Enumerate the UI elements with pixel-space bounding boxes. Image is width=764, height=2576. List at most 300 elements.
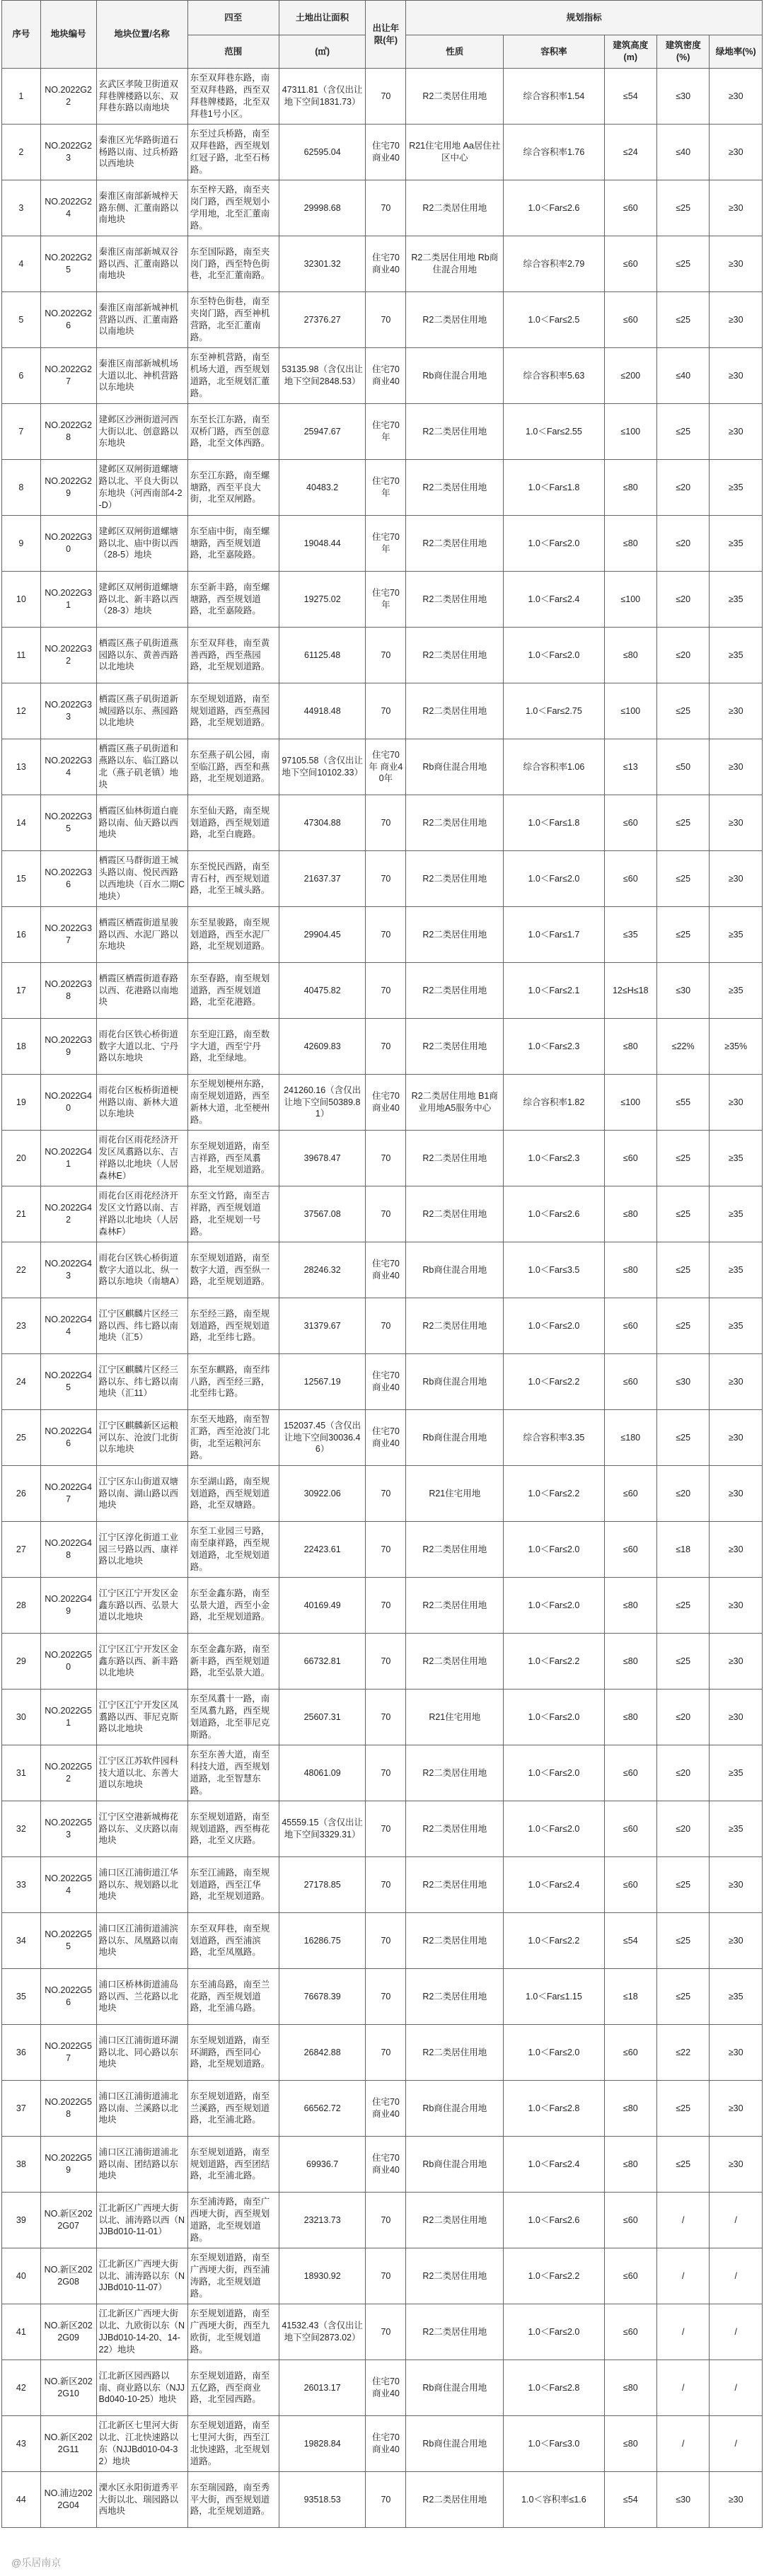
header-far: 容积率 xyxy=(504,35,604,69)
header-seq: 序号 xyxy=(2,1,41,69)
cell-density: ≤55 xyxy=(656,1075,709,1131)
cell-seq: 15 xyxy=(2,851,41,907)
cell-bounds: 东至瑞园路，南至秀平大街，西至规划道路，北至规划道路。 xyxy=(187,2472,279,2528)
cell-density: / xyxy=(656,2248,709,2304)
table-row xyxy=(2,907,763,963)
cell-far: 综合容积率1.54 xyxy=(504,69,604,125)
cell-term: 70 xyxy=(366,1801,406,1857)
cell-term: 70 xyxy=(366,1690,406,1745)
cell-bounds: 东至规划道路，南至规划道路，西至团结路，北至浦北路。 xyxy=(187,2137,279,2193)
cell-bounds: 东至神机营路，南至机场大道，西至规划道路，北至规划汇董路。 xyxy=(187,348,279,404)
cell-height: ≤60 xyxy=(604,2193,656,2248)
cell-location: 江宁区东山街道双塘路以南、湖山路以西地块 xyxy=(96,1466,187,1522)
cell-use: Rb商住混合用地 xyxy=(406,2416,504,2472)
table-row xyxy=(2,1913,763,1969)
cell-bounds: 东至规划道路，南至七里河大街，西至江北快速路，北至规划道路。 xyxy=(187,2416,279,2472)
cell-green: ≥30 xyxy=(710,1466,763,1522)
header-plot-no: 地块编号 xyxy=(40,1,96,69)
cell-far: 综合容积率2.79 xyxy=(504,236,604,292)
cell-location: 江北新区七里河大街以北、江北快速路以东（NJJBd010-04-32）地块 xyxy=(96,2416,187,2472)
cell-density: ≤25 xyxy=(656,1578,709,1634)
cell-seq: 6 xyxy=(2,348,41,404)
cell-plot-no: NO.2022G35 xyxy=(40,795,96,851)
cell-plot-no: NO.2022G25 xyxy=(40,236,96,292)
cell-term: 70 xyxy=(366,180,406,236)
cell-term: 70 xyxy=(366,1745,406,1801)
cell-far: 1.0＜Far≤3.0 xyxy=(504,2416,604,2472)
cell-height: ≤200 xyxy=(604,348,656,404)
cell-green: ≥30 xyxy=(710,851,763,907)
cell-area: 16286.75 xyxy=(279,1913,366,1969)
cell-area: 32301.32 xyxy=(279,236,366,292)
cell-area: 44918.48 xyxy=(279,683,366,739)
cell-bounds: 东至过兵桥路，南至双拜巷路，西至规划红冠子路，北至石杨路。 xyxy=(187,125,279,180)
cell-term: 住宅70 商业40 xyxy=(366,1242,406,1298)
cell-location: 栖霞区栖霞街道星骏路以西、水泥厂路以东地块 xyxy=(96,907,187,963)
cell-density: ≤20 xyxy=(656,1466,709,1522)
cell-use: R2二类居住用地 xyxy=(406,460,504,516)
cell-density: / xyxy=(656,2193,709,2248)
header-area xyxy=(279,1,366,35)
cell-green: ≥30 xyxy=(710,69,763,125)
cell-area: 30922.06 xyxy=(279,1466,366,1522)
table-row xyxy=(2,1298,763,1354)
cell-bounds: 东至浦岛路，南至兰花路，西至规划道路，北至浦乌路。 xyxy=(187,1969,279,2025)
cell-use: R2二类居住用地 xyxy=(406,69,504,125)
cell-far: 1.0＜Far≤2.0 xyxy=(504,1522,604,1578)
cell-seq: 13 xyxy=(2,739,41,795)
cell-location: 雨花台区板桥街道梗州路以南、新林大道以东地块 xyxy=(96,1075,187,1131)
cell-height: ≤80 xyxy=(604,1578,656,1634)
cell-location: 浦口区江浦街道浦滨路以东、凤凰路以南地块 xyxy=(96,1913,187,1969)
cell-area: 42609.83 xyxy=(279,1019,366,1075)
cell-far: 1.0＜Far≤2.0 xyxy=(504,2304,604,2360)
cell-height: ≤80 xyxy=(604,2137,656,2193)
cell-plot-no: NO.2022G34 xyxy=(40,739,96,795)
cell-area: 37567.08 xyxy=(279,1186,366,1242)
cell-bounds: 东至春路，南至规划道路，西至规划道路，北至花港路。 xyxy=(187,963,279,1019)
table-row xyxy=(2,236,763,292)
cell-green: ≥35% xyxy=(710,1019,763,1075)
cell-location: 秦淮区南部新城梓天路东侧、汇董南路以南地块 xyxy=(96,180,187,236)
cell-location: 浦口区江浦街道浦北路以南、团结路以东地块 xyxy=(96,2137,187,2193)
cell-area: 27376.27 xyxy=(279,292,366,348)
table-row xyxy=(2,1857,763,1913)
cell-location: 玄武区孝陵卫街道双拜巷牌楼路以东、双拜巷东路以南地块 xyxy=(96,69,187,125)
cell-bounds: 东至长江东路，南至双桥门路，西至创意路，北至文体西路。 xyxy=(187,404,279,460)
header-bounds-group: 四至 xyxy=(187,1,279,35)
cell-seq: 3 xyxy=(2,180,41,236)
header-term: 出让年限(年) xyxy=(366,1,406,69)
cell-location: 溧水区永阳街道秀平大街以北、瑞园路以西地块 xyxy=(96,2472,187,2528)
cell-plot-no: NO.2022G32 xyxy=(40,628,96,683)
cell-seq: 21 xyxy=(2,1186,41,1242)
cell-use: Rb商住混合用地 xyxy=(406,348,504,404)
cell-use: R2二类居住用地 Rb商住混合用地 xyxy=(406,236,504,292)
header-bounds: 范围 xyxy=(187,35,279,69)
cell-use: R2二类居住用地 xyxy=(406,1019,504,1075)
cell-location: 栖霞区仙林街道白鹿路以南、仙天路以西地块 xyxy=(96,795,187,851)
cell-seq: 42 xyxy=(2,2360,41,2416)
cell-bounds: 东至特色街巷，南至夹岗门路，西至神机营路，北至汇董南路。 xyxy=(187,292,279,348)
cell-far: 1.0＜Far≤2.2 xyxy=(504,1354,604,1410)
cell-height: ≤80 xyxy=(604,2081,656,2137)
cell-density: ≤20 xyxy=(656,1690,709,1745)
cell-location: 秦淮区南部新城神机营路以西、汇董南路以南地块 xyxy=(96,292,187,348)
cell-bounds: 东至江东路，南至螺塘路，西至平良大街，北至双闸路。 xyxy=(187,460,279,516)
cell-height: ≤60 xyxy=(604,1745,656,1801)
table-row xyxy=(2,963,763,1019)
cell-height: ≤60 xyxy=(604,2304,656,2360)
cell-bounds: 东至规划道路，南至规划道路，西至梅花路，北至义庆路。 xyxy=(187,1801,279,1857)
cell-far: 综合容积率1.82 xyxy=(504,1075,604,1131)
cell-height: ≤100 xyxy=(604,683,656,739)
cell-location: 江宁区江宁开发区凤翥路以西、菲尼克斯路以北地块 xyxy=(96,1690,187,1745)
cell-plot-no: NO.2022G40 xyxy=(40,1075,96,1131)
cell-far: 1.0＜容积率≤1.6 xyxy=(504,2472,604,2528)
cell-bounds: 东至国际路，南至夹岗门路，西至特色街巷，北至汇董南路。 xyxy=(187,236,279,292)
cell-area: 18930.92 xyxy=(279,2248,366,2304)
cell-plot-no: NO.2022G24 xyxy=(40,180,96,236)
header-use: 性质 xyxy=(406,35,504,69)
cell-green: ≥35 xyxy=(710,907,763,963)
table-row xyxy=(2,2193,763,2248)
cell-green: ≥30 xyxy=(710,683,763,739)
cell-height: ≤80 xyxy=(604,1634,656,1690)
cell-use: Rb商住混合用地 xyxy=(406,1410,504,1466)
cell-use: R2二类居住用地 xyxy=(406,404,504,460)
cell-bounds: 东至规划梗州东路，南至规划道路，西至新林大道，北至梗州路。 xyxy=(187,1075,279,1131)
cell-term: 70 xyxy=(366,1578,406,1634)
cell-location: 江宁区淳化街道工业园三号路以西、康祥路以北地块 xyxy=(96,1522,187,1578)
cell-height: ≤18 xyxy=(604,1969,656,2025)
table-row xyxy=(2,851,763,907)
cell-location: 江宁区麒麟新区运粮河以东、沧波门北街以东地块 xyxy=(96,1410,187,1466)
cell-bounds: 东至庙中街，南至螺塘路，西至规划道路，北至嘉陵路。 xyxy=(187,516,279,572)
cell-seq: 16 xyxy=(2,907,41,963)
cell-green: ≥30 xyxy=(710,348,763,404)
table-row xyxy=(2,348,763,404)
cell-seq: 32 xyxy=(2,1801,41,1857)
cell-term: 70 xyxy=(366,1131,406,1186)
cell-density: ≤40 xyxy=(656,125,709,180)
cell-plot-no: NO.2022G47 xyxy=(40,1466,96,1522)
cell-use: R2二类居住用地 xyxy=(406,572,504,628)
cell-green: ≥30 xyxy=(710,1410,763,1466)
cell-location: 江宁区空港新城梅花路以东、义庆路以南地块 xyxy=(96,1801,187,1857)
cell-height: ≤60 xyxy=(604,1857,656,1913)
cell-use: R2二类居住用地 xyxy=(406,516,504,572)
cell-area: 40483.2 xyxy=(279,460,366,516)
cell-use: R2二类居住用地 B1商业用地A5服务中心 xyxy=(406,1075,504,1131)
cell-height: ≤24 xyxy=(604,125,656,180)
cell-density: ≤25 xyxy=(656,1298,709,1354)
cell-plot-no: NO.2022G51 xyxy=(40,1690,96,1745)
cell-area: 19275.02 xyxy=(279,572,366,628)
table-row xyxy=(2,1354,763,1410)
cell-area: 25947.67 xyxy=(279,404,366,460)
cell-area: 41532.43（含仅出让地下空间2873.02） xyxy=(279,2304,366,2360)
cell-green: ≥35 xyxy=(710,963,763,1019)
cell-green: ≥30 xyxy=(710,1522,763,1578)
watermark: @乐居南京 xyxy=(11,2557,62,2568)
cell-area: 76678.39 xyxy=(279,1969,366,2025)
cell-area: 23213.73 xyxy=(279,2193,366,2248)
cell-seq: 4 xyxy=(2,236,41,292)
cell-area: 12567.19 xyxy=(279,1354,366,1410)
cell-green: ≥35 xyxy=(710,1131,763,1186)
cell-bounds: 东至梓天路，南至夹岗门路，西至规划小学用地，北至汇董南路。 xyxy=(187,180,279,236)
cell-height: ≤60 xyxy=(604,851,656,907)
cell-area: 40169.49 xyxy=(279,1578,366,1634)
cell-use: R2二类居住用地 xyxy=(406,1186,504,1242)
cell-height: ≤80 xyxy=(604,1019,656,1075)
cell-green: / xyxy=(710,2193,763,2248)
cell-term: 70 xyxy=(366,1913,406,1969)
cell-term: 70 xyxy=(366,1522,406,1578)
cell-plot-no: NO.2022G41 xyxy=(40,1131,96,1186)
cell-seq: 18 xyxy=(2,1019,41,1075)
header-height: 建筑高度(m) xyxy=(604,35,656,69)
cell-area: 152037.45（含仅出让地下空间30036.46） xyxy=(279,1410,366,1466)
table-row xyxy=(2,1466,763,1522)
cell-seq: 26 xyxy=(2,1466,41,1522)
cell-bounds: 东至金鑫东路，南至弘景大道，西至小金路，北至规划道路。 xyxy=(187,1578,279,1634)
cell-term: 70 xyxy=(366,2193,406,2248)
cell-seq: 1 xyxy=(2,69,41,125)
table-row xyxy=(2,404,763,460)
cell-term: 70 xyxy=(366,1466,406,1522)
cell-green: ≥35 xyxy=(710,572,763,628)
cell-seq: 8 xyxy=(2,460,41,516)
cell-density: ≤25 xyxy=(656,2081,709,2137)
cell-height: ≤100 xyxy=(604,572,656,628)
cell-use: R2二类居住用地 xyxy=(406,2193,504,2248)
cell-use: Rb商住混合用地 xyxy=(406,2360,504,2416)
cell-seq: 33 xyxy=(2,1857,41,1913)
cell-term: 住宅70 商业40 xyxy=(366,1354,406,1410)
cell-seq: 44 xyxy=(2,2472,41,2528)
cell-area: 28246.32 xyxy=(279,1242,366,1298)
cell-bounds: 东至双拜巷，南至规划道路，西至浦滨路，北至凤凰路。 xyxy=(187,1913,279,1969)
cell-green: ≥30 xyxy=(710,180,763,236)
cell-far: 1.0＜Far≤3.5 xyxy=(504,1242,604,1298)
cell-far: 1.0＜Far≤1.7 xyxy=(504,907,604,963)
cell-use: R2二类居住用地 xyxy=(406,1131,504,1186)
cell-location: 建邺区沙洲街道河西大街以北、创意路以东地块 xyxy=(96,404,187,460)
cell-bounds: 东至迎江路，南至数字大道，西至宁丹路，北至绿地。 xyxy=(187,1019,279,1075)
cell-height: ≤54 xyxy=(604,2472,656,2528)
cell-seq: 41 xyxy=(2,2304,41,2360)
cell-plot-no: NO.2022G49 xyxy=(40,1578,96,1634)
cell-seq: 20 xyxy=(2,1131,41,1186)
cell-location: 栖霞区燕子矶街道燕园路以东、黄善西路以北地块 xyxy=(96,628,187,683)
cell-far: 1.0＜Far≤2.75 xyxy=(504,683,604,739)
cell-height: ≤80 xyxy=(604,2360,656,2416)
cell-height: ≤60 xyxy=(604,180,656,236)
cell-bounds: 东至凤翥十一路，南至凤翥九路，西至规划道路，北至菲尼克斯路。 xyxy=(187,1690,279,1745)
cell-use: R2二类居住用地 xyxy=(406,683,504,739)
cell-plot-no: NO.2022G23 xyxy=(40,125,96,180)
cell-area: 39678.47 xyxy=(279,1131,366,1186)
cell-green: / xyxy=(710,2248,763,2304)
cell-use: Rb商住混合用地 xyxy=(406,1354,504,1410)
cell-height: ≤60 xyxy=(604,1354,656,1410)
cell-green: ≥35 xyxy=(710,628,763,683)
cell-seq: 24 xyxy=(2,1354,41,1410)
cell-term: 70 xyxy=(366,69,406,125)
table-row xyxy=(2,2416,763,2472)
cell-far: 1.0＜Far≤2.2 xyxy=(504,1913,604,1969)
cell-seq: 2 xyxy=(2,125,41,180)
cell-height: ≤54 xyxy=(604,69,656,125)
cell-far: 1.0＜Far≤2.0 xyxy=(504,1745,604,1801)
cell-green: ≥35 xyxy=(710,1745,763,1801)
table-row xyxy=(2,1186,763,1242)
cell-green: ≥30 xyxy=(710,2025,763,2081)
cell-far: 1.0＜Far≤2.0 xyxy=(504,1801,604,1857)
cell-term: 70 xyxy=(366,851,406,907)
cell-plot-no: NO.2022G37 xyxy=(40,907,96,963)
cell-height: ≤80 xyxy=(604,460,656,516)
cell-height: ≤60 xyxy=(604,1522,656,1578)
cell-green: ≥30 xyxy=(710,1075,763,1131)
cell-seq: 36 xyxy=(2,2025,41,2081)
cell-far: 综合容积率1.06 xyxy=(504,739,604,795)
cell-use: R2二类居住用地 xyxy=(406,963,504,1019)
cell-far: 1.0＜Far≤2.6 xyxy=(504,2193,604,2248)
cell-far: 1.0＜Far≤2.0 xyxy=(504,851,604,907)
cell-use: R2二类居住用地 xyxy=(406,2025,504,2081)
cell-term: 70 xyxy=(366,2248,406,2304)
cell-density: ≤20 xyxy=(656,628,709,683)
cell-seq: 39 xyxy=(2,2193,41,2248)
cell-green: ≥30 xyxy=(710,795,763,851)
header-area-label: 土地出让面积 xyxy=(296,12,349,23)
cell-green: ≥30 xyxy=(710,236,763,292)
cell-density: ≤30 xyxy=(656,963,709,1019)
cell-density: ≤25 xyxy=(656,1913,709,1969)
cell-term: 住宅70 商业40 xyxy=(366,2360,406,2416)
cell-use: R2二类居住用地 xyxy=(406,1522,504,1578)
cell-density: ≤25 xyxy=(656,1131,709,1186)
cell-bounds: 东至东麒路，南至纬八路，西至经三路，北至纬七路。 xyxy=(187,1354,279,1410)
cell-seq: 9 xyxy=(2,516,41,572)
cell-density: / xyxy=(656,2304,709,2360)
cell-plot-no: NO.2022G31 xyxy=(40,572,96,628)
cell-area: 93518.53 xyxy=(279,2472,366,2528)
header-plan-group: 规划指标 xyxy=(406,1,763,35)
table-row xyxy=(2,2248,763,2304)
cell-far: 1.0＜Far≤2.0 xyxy=(504,628,604,683)
cell-far: 1.0＜Far≤2.6 xyxy=(504,1186,604,1242)
cell-density: ≤25 xyxy=(656,1186,709,1242)
cell-far: 1.0＜Far≤2.0 xyxy=(504,1578,604,1634)
cell-bounds: 东至规划道路，南至广西埂大街，西至九欧街，北至规划道路。 xyxy=(187,2304,279,2360)
table-row xyxy=(2,2360,763,2416)
cell-density: ≤40 xyxy=(656,348,709,404)
cell-use: R2二类居住用地 xyxy=(406,2248,504,2304)
cell-green: ≥30 xyxy=(710,1690,763,1745)
cell-area: 26842.88 xyxy=(279,2025,366,2081)
cell-far: 1.0＜Far≤2.55 xyxy=(504,404,604,460)
cell-location: 浦口区江浦街道江华路以东、规划路以北地块 xyxy=(96,1857,187,1913)
table-row xyxy=(2,1578,763,1634)
cell-seq: 12 xyxy=(2,683,41,739)
cell-height: ≤80 xyxy=(604,1186,656,1242)
cell-seq: 31 xyxy=(2,1745,41,1801)
cell-bounds: 东至浦涛路，南至广西埂大街，西至规划道路，北至规划道路。 xyxy=(187,2193,279,2248)
cell-height: ≤60 xyxy=(604,236,656,292)
cell-green: / xyxy=(710,2304,763,2360)
cell-density: ≤30 xyxy=(656,69,709,125)
cell-plot-no: NO.2022G43 xyxy=(40,1242,96,1298)
cell-use: R2二类居住用地 xyxy=(406,628,504,683)
cell-height: ≤60 xyxy=(604,795,656,851)
cell-bounds: 东至燕子矶公园，南至临江路，西至和燕路，北至规划道路。 xyxy=(187,739,279,795)
cell-plot-no: NO.2022G53 xyxy=(40,1801,96,1857)
cell-bounds: 东至规划道路，南至吉祥路，西至凤翥路，北至规划道路。 xyxy=(187,1131,279,1186)
cell-far: 综合容积率3.35 xyxy=(504,1410,604,1466)
cell-area: 69936.7 xyxy=(279,2137,366,2193)
cell-use: R2二类居住用地 xyxy=(406,1578,504,1634)
cell-term: 住宅70 商业40 xyxy=(366,1075,406,1131)
table-body xyxy=(2,69,763,2528)
table-row xyxy=(2,1745,763,1801)
cell-far: 1.0＜Far≤1.8 xyxy=(504,795,604,851)
cell-bounds: 东至规划道路，南至环湖路，西至同心路，北至规划道路。 xyxy=(187,2025,279,2081)
cell-plot-no: NO.2022G52 xyxy=(40,1745,96,1801)
cell-far: 1.0＜Far≤2.0 xyxy=(504,1298,604,1354)
cell-far: 1.0＜Far≤2.2 xyxy=(504,1634,604,1690)
cell-term: 70 xyxy=(366,2472,406,2528)
cell-far: 综合容积率5.63 xyxy=(504,348,604,404)
cell-green: ≥30 xyxy=(710,1857,763,1913)
cell-far: 1.0＜Far≤2.2 xyxy=(504,1466,604,1522)
cell-seq: 43 xyxy=(2,2416,41,2472)
cell-far: 1.0＜Far≤2.0 xyxy=(504,516,604,572)
cell-use: Rb商住混合用地 xyxy=(406,2081,504,2137)
cell-area: 66732.81 xyxy=(279,1634,366,1690)
cell-height: ≤35 xyxy=(604,907,656,963)
cell-term: 住宅70年 xyxy=(366,404,406,460)
cell-plot-no: NO.新区2022G09 xyxy=(40,2304,96,2360)
cell-term: 住宅70 商业40 xyxy=(366,348,406,404)
cell-green: ≥30 xyxy=(710,739,763,795)
table-row xyxy=(2,1522,763,1578)
cell-term: 住宅70年 xyxy=(366,516,406,572)
cell-seq: 14 xyxy=(2,795,41,851)
cell-area: 29998.68 xyxy=(279,180,366,236)
table-row xyxy=(2,628,763,683)
cell-term: 住宅70 商业40 xyxy=(366,2081,406,2137)
cell-seq: 30 xyxy=(2,1690,41,1745)
cell-height: ≤60 xyxy=(604,2025,656,2081)
cell-green: ≥30 xyxy=(710,1354,763,1410)
cell-far: 1.0＜Far≤2.3 xyxy=(504,1019,604,1075)
cell-plot-no: NO.新区2022G07 xyxy=(40,2193,96,2248)
table-row xyxy=(2,1075,763,1131)
cell-area: 47311.81（含仅出让地下空间1831.73） xyxy=(279,69,366,125)
cell-location: 江宁区麒麟片区经三路以西、纬七路以南地块（汇5） xyxy=(96,1298,187,1354)
cell-term: 70 xyxy=(366,963,406,1019)
cell-far: 1.0＜Far≤2.4 xyxy=(504,1857,604,1913)
cell-location: 建邺区双闸街道螺塘路以北、新丰路以西（28-3）地块 xyxy=(96,572,187,628)
cell-height: ≤60 xyxy=(604,2248,656,2304)
cell-use: R2二类居住用地 xyxy=(406,1745,504,1801)
cell-location: 雨花台区铁心桥街道数字大道以北、宁丹路以东地块 xyxy=(96,1019,187,1075)
cell-height: ≤80 xyxy=(604,1242,656,1298)
